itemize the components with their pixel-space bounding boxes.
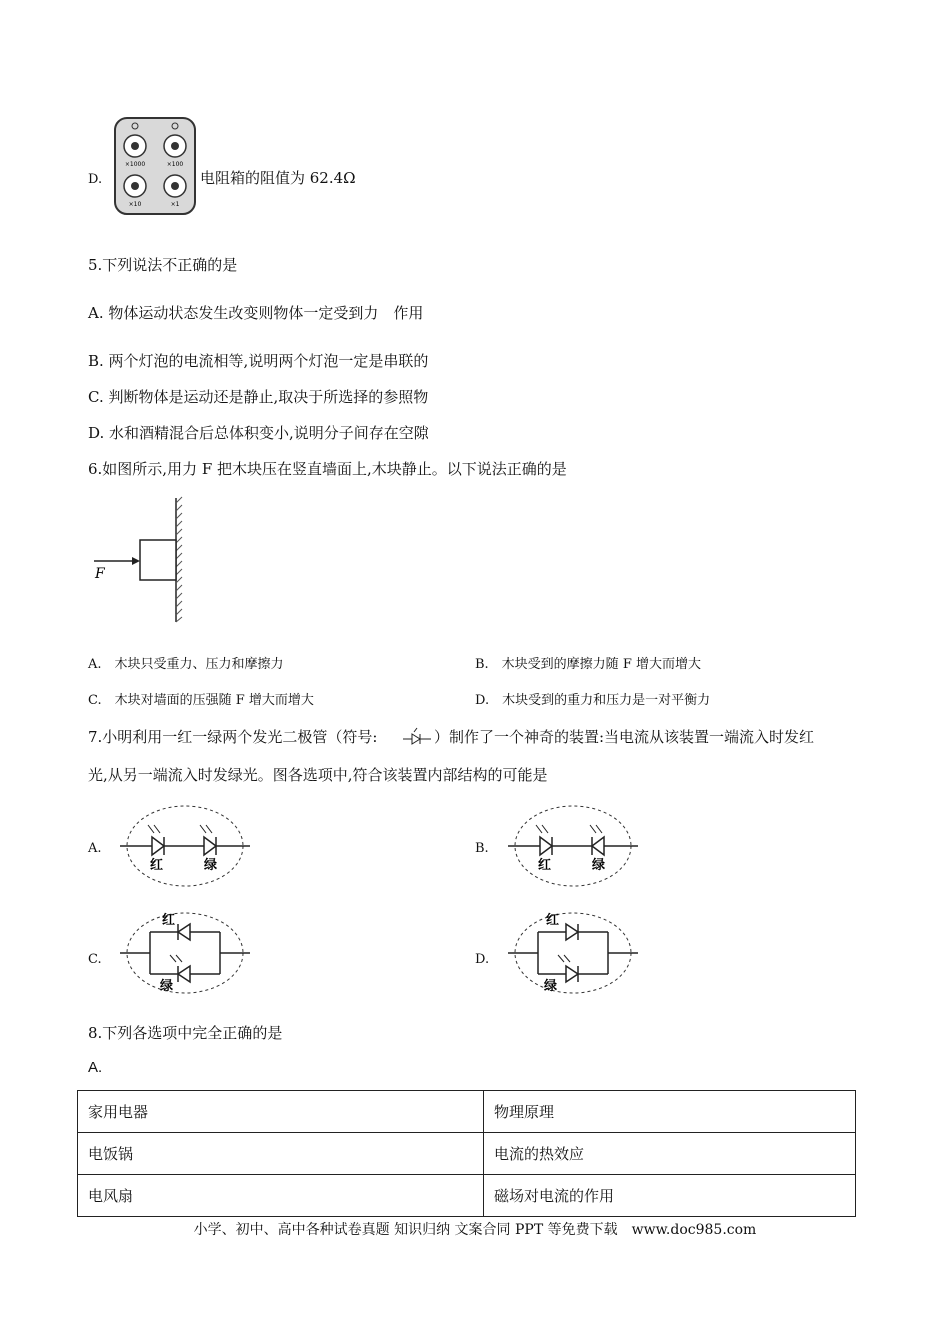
wall-block-figure — [88, 495, 188, 625]
q7-option-d-label: D. — [475, 952, 490, 967]
led-red-label: 红 — [538, 858, 552, 873]
led-green-label: 绿 — [544, 979, 558, 994]
q4-option-d-text: 电阻箱的阻值为 62.4Ω — [200, 169, 356, 187]
knob-label-1000: ×1000 — [124, 161, 146, 168]
table-cell: 电流的热效应 — [484, 1133, 856, 1175]
q6-option-a: A. 木块只受重力、压力和摩擦力 — [88, 657, 284, 672]
table-header-cell: 物理原理 — [484, 1091, 856, 1133]
q6-stem: 6.如图所示,用力 F 把木块压在竖直墙面上,木块静止。以下说法正确的是 — [88, 460, 567, 478]
led-green-label: 绿 — [592, 858, 606, 873]
table-cell: 磁场对电流的作用 — [484, 1175, 856, 1217]
q7-circuit-c — [120, 910, 250, 996]
knob-label-100: ×100 — [166, 161, 184, 168]
q5-option-c: C. 判断物体是运动还是静止,取决于所选择的参照物 — [88, 388, 429, 406]
q7-stem-line2: 光,从另一端流入时发绿光。图各选项中,符合该装置内部结构的可能是 — [88, 766, 548, 784]
q7-circuit-a — [120, 803, 250, 889]
q5-stem: 5.下列说法不正确的是 — [88, 256, 238, 274]
q5-option-d: D. 水和酒精混合后总体积变小,说明分子间存在空隙 — [88, 424, 429, 442]
diode-symbol-icon — [402, 727, 432, 747]
led-red-label: 红 — [546, 913, 560, 928]
table-cell: 电饭锅 — [78, 1133, 484, 1175]
q6-option-d: D. 木块受到的重力和压力是一对平衡力 — [475, 693, 711, 708]
q5-option-a: A. 物体运动状态发生改变则物体一定受到力 作用 — [88, 304, 424, 322]
q4-option-d-label: D. — [88, 172, 103, 187]
q7-option-c-label: C. — [88, 952, 102, 967]
q7-circuit-d — [508, 910, 638, 996]
led-green-label: 绿 — [160, 979, 174, 994]
table-cell: 电风扇 — [78, 1175, 484, 1217]
q7-option-a-label: A. — [88, 841, 102, 856]
q8-stem: 8.下列各选项中完全正确的是 — [88, 1024, 283, 1042]
force-label: F — [95, 566, 105, 582]
knob-label-1: ×1 — [170, 201, 180, 208]
led-red-label: 红 — [150, 858, 164, 873]
resistance-box-image — [113, 116, 197, 216]
page-footer: 小学、初中、高中各种试卷真题 知识归纳 文案合同 PPT 等免费下载 www.doc985.com — [193, 1222, 757, 1238]
q6-option-b: B. 木块受到的摩擦力随 F 增大而增大 — [475, 657, 701, 672]
table-row — [78, 1133, 856, 1175]
q7-stem-line1-part2: ）制作了一个神奇的装置:当电流从该装置一端流入时发红 — [434, 728, 815, 746]
knob-label-10: ×10 — [128, 201, 142, 208]
q7-circuit-b — [508, 803, 638, 889]
q6-option-c: C. 木块对墙面的压强随 F 增大而增大 — [88, 693, 314, 708]
q8-sub-label: A. — [88, 1059, 103, 1076]
q5-option-b: B. 两个灯泡的电流相等,说明两个灯泡一定是串联的 — [88, 352, 429, 370]
led-green-label: 绿 — [204, 858, 218, 873]
led-red-label: 红 — [162, 913, 176, 928]
q7-stem-line1-part1: 7.小明利用一红一绿两个发光二极管（符号: — [88, 728, 378, 746]
table-header-cell: 家用电器 — [78, 1091, 484, 1133]
table-row — [78, 1175, 856, 1217]
q8-table — [77, 1090, 856, 1217]
q7-option-b-label: B. — [475, 841, 489, 856]
table-header-row — [78, 1091, 856, 1133]
